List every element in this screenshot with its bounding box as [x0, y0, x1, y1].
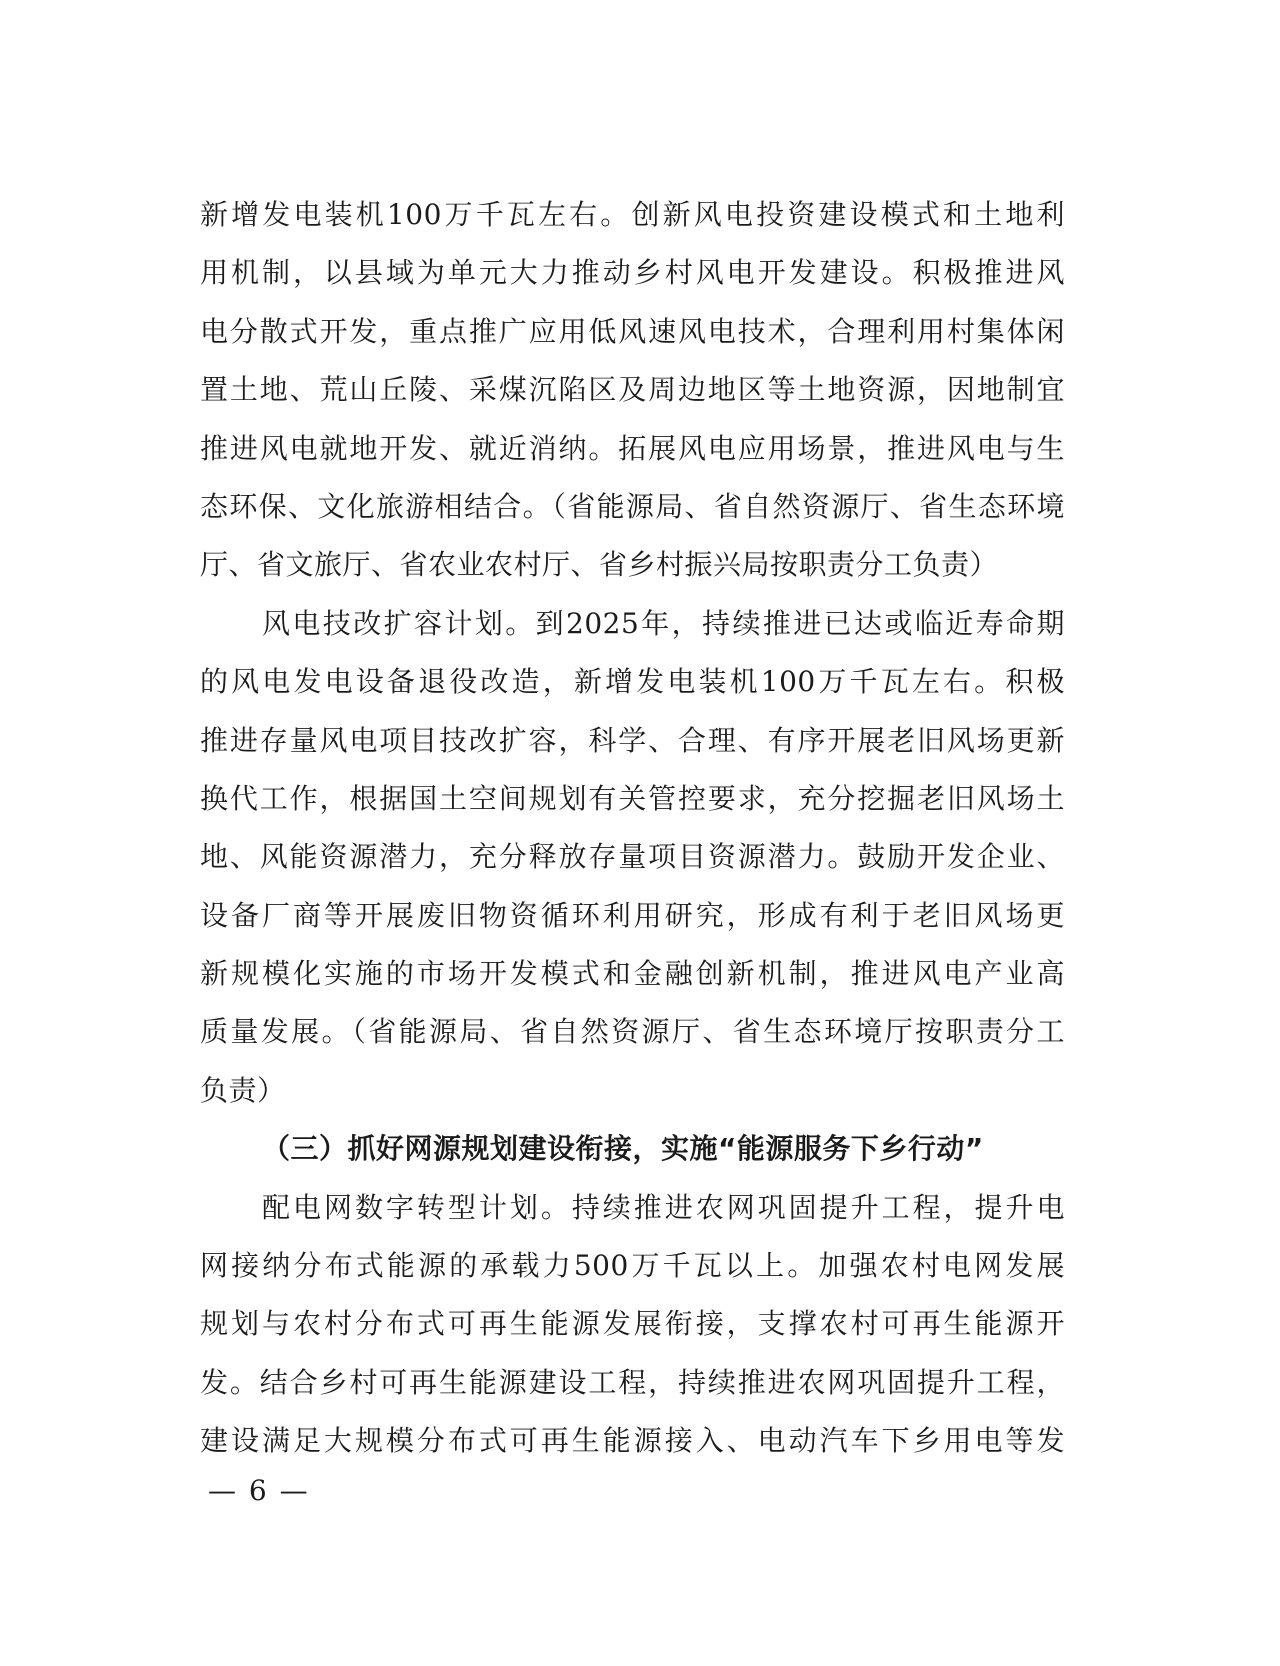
- page-number: — 6 —: [208, 1474, 310, 1507]
- paragraph-2-line-5: 地、风能资源潜力，充分释放存量项目资源潜力。鼓励开发企业、: [200, 840, 1065, 874]
- paragraph-2-line-2: 的风电发电设备退役改造，新增发电装机100万千瓦左右。积极: [200, 665, 1065, 699]
- paragraph-1-line-1: 新增发电装机100万千瓦左右。创新风电投资建设模式和土地利: [200, 198, 1065, 231]
- paragraph-1-line-4: 置土地、荒山丘陵、采煤沉陷区及周边地区等土地资源，因地制宜: [200, 373, 1065, 407]
- paragraph-2-line-4: 换代工作，根据国土空间规划有关管控要求，充分挖掘老旧风场土: [200, 781, 1065, 815]
- paragraph-1-line-5: 推进风电就地开发、就近消纳。拓展风电应用场景，推进风电与生: [200, 431, 1065, 465]
- body-text: [200, 186, 1065, 1471]
- paragraph-2-line-6: 设备厂商等开展废旧物资循环利用研究，形成有利于老旧风场更: [200, 898, 1065, 932]
- paragraph-3-line-3: 规划与农村分布式可再生能源发展衔接，支撑农村可再生能源开: [200, 1307, 1065, 1341]
- paragraph-2-line-8: 质量发展。（省能源局、省自然资源厅、省生态环境厅按职责分工: [200, 1015, 1065, 1049]
- paragraph-1-line-3: 电分散式开发，重点推广应用低风速风电技术，合理利用村集体闲: [200, 314, 1065, 348]
- paragraph-3-line-2: 网接纳分布式能源的承载力500万千瓦以上。加强农村电网发展: [200, 1249, 1065, 1283]
- paragraph-3-line-5: 建设满足大规模分布式可再生能源接入、电动汽车下乡用电等发: [200, 1424, 1065, 1458]
- paragraph-3-line-1: 配电网数字转型计划。持续推进农网巩固提升工程，提升电: [262, 1190, 1065, 1224]
- paragraph-1-line-2: 用机制，以县域为单元大力推动乡村风电开发建设。积极推进风: [200, 256, 1065, 290]
- section-heading: （三）抓好网源规划建设衔接，实施“能源服务下乡行动”: [262, 1132, 984, 1166]
- paragraph-1-line-7: 厅、省文旅厅、省农业农村厅、省乡村振兴局按职责分工负责）: [200, 548, 999, 582]
- paragraph-2-line-9: 负责）: [200, 1073, 286, 1107]
- paragraph-2-line-1: 风电技改扩容计划。到2025年，持续推进已达或临近寿命期: [262, 606, 1065, 640]
- paragraph-3-line-4: 发。结合乡村可再生能源建设工程，持续推进农网巩固提升工程，: [200, 1365, 1065, 1399]
- paragraph-2-line-7: 新规模化实施的市场开发模式和金融创新机制，推进风电产业高: [200, 957, 1065, 991]
- paragraph-1-line-6: 态环保、文化旅游相结合。（省能源局、省自然资源厅、省生态环境: [200, 489, 1065, 523]
- paragraph-2-line-3: 推进存量风电项目技改扩容，科学、合理、有序开展老旧风场更新: [200, 723, 1065, 757]
